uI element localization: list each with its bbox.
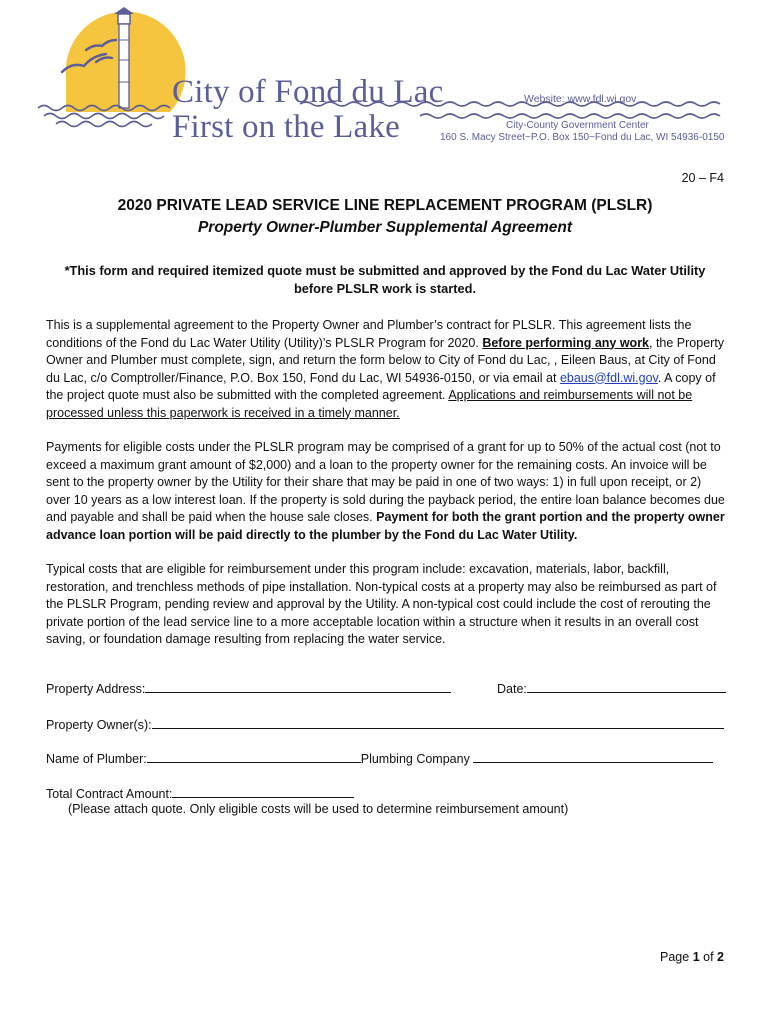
plumbing-company-input[interactable] xyxy=(473,749,713,763)
plumber-name-label: Name of Plumber: xyxy=(46,752,147,766)
document-title: 2020 PRIVATE LEAD SERVICE LINE REPLACEMENT PROGRAM (PLSLR) xyxy=(117,197,653,214)
address-line-1: City-County Government Center xyxy=(506,120,649,131)
city-slogan: First on the Lake xyxy=(172,109,400,145)
email-link[interactable]: ebaus@fdl.wi.gov xyxy=(559,370,658,385)
page-of: of xyxy=(703,950,714,964)
address-line-2: 160 S. Macy Street~P.O. Box 150~Fond du Lac, WI 54936-0150 xyxy=(440,132,725,143)
property-owners-label: Property Owner(s): xyxy=(46,718,152,732)
plumber-name-field xyxy=(46,749,713,767)
website-text: Website: www.fdl.wi.gov xyxy=(524,93,637,105)
page-number xyxy=(660,950,724,964)
plumber-name-input[interactable] xyxy=(147,749,361,763)
paragraph-typical-costs: Typical costs that are eligible for reimbursement under this program include: excavation, materials, labor, backfill, restoration, and trenchless methods of pipe installation. Non-typical costs at a property may also be reimbursed as part of the PLSLR Program, pending review and approval by the Utility. A non-typical cost could include the cost of rerouting the private portion of the lead service line to a more acceptable location within a structure when it results in an overall cost saving, or foundation damage resulting from replacing the water service. xyxy=(46,562,717,646)
page-current: 1 xyxy=(692,950,700,964)
date-input[interactable] xyxy=(527,679,726,693)
paragraph-agreement xyxy=(46,317,726,422)
para1-text-c: , the Property Owner and Plumber must complete, sign, and return the form below to City of Fond du Lac, , Eileen Baus, at City of Fond du Lac, c/o Comptroller/Finance, P.O. Box 150, Fond du Lac, WI 54936-0150, or via email at xyxy=(46,335,725,385)
city-name: City of Fond du Lac xyxy=(172,74,444,110)
property-owners-field xyxy=(46,715,724,733)
plumbing-company-label: Plumbing Company xyxy=(360,752,470,766)
total-contract-field xyxy=(46,784,354,802)
para1-underlined: Applications and reimbursements will not be processed unless this paperwork is received in a timely manner. xyxy=(46,388,693,420)
document-subtitle: Property Owner-Plumber Supplemental Agreement xyxy=(197,219,573,236)
property-address-label: Property Address: xyxy=(46,682,146,696)
date-field xyxy=(497,679,726,697)
page-total: 2 xyxy=(717,950,724,964)
page-label: Page xyxy=(660,950,690,964)
para1-emphasis: Before performing any work xyxy=(482,335,650,350)
para1-text-d: . A copy of the project quote must also be submitted with the completed agreement. xyxy=(46,370,716,402)
para2-text-a: Payments for eligible costs under the PLSLR program may be comprised of a grant for up to 50% of the actual cost (not to exceed a maximum grant amount of $2,000) and a loan to the property owner for the remaining costs. An invoice will be sent to the property owner by the Utility for their share that may be paid in one of two ways: 1) in full upon receipt, or 2) over 10 years as a low interest loan. If the property is sold during the payback period, the entire loan balance becomes due and payable and shall be paid when the house sale closes. xyxy=(46,440,725,524)
para1-text-a: This is a supplemental agreement to the Property Owner and Plumber’s contract for PLSLR. This agreement lists the conditions of the Fond du Lac Water Utility (Utility)’s PLSLR Program for 2020. xyxy=(46,318,692,350)
property-address-field xyxy=(46,679,451,697)
paragraph-payments xyxy=(46,439,726,544)
property-owners-input[interactable] xyxy=(152,715,724,729)
quote-note: (Please attach quote. Only eligible costs will be used to determine reimbursement amount) xyxy=(68,802,569,816)
total-contract-input[interactable] xyxy=(172,784,354,798)
date-label: Date: xyxy=(497,682,527,696)
para2-bold: Payment for both the grant portion and the property owner advance loan portion will be paid directly to the plumber by the Fond du Lac Water Utility. xyxy=(46,510,725,542)
submission-notice: *This form and required itemized quote must be submitted and approved by the Fond du Lac Water Utility before PLSLR work is started. xyxy=(64,263,706,296)
total-contract-label: Total Contract Amount: xyxy=(46,787,173,801)
form-number: 20 – F4 xyxy=(681,171,724,185)
property-address-input[interactable] xyxy=(145,679,451,693)
